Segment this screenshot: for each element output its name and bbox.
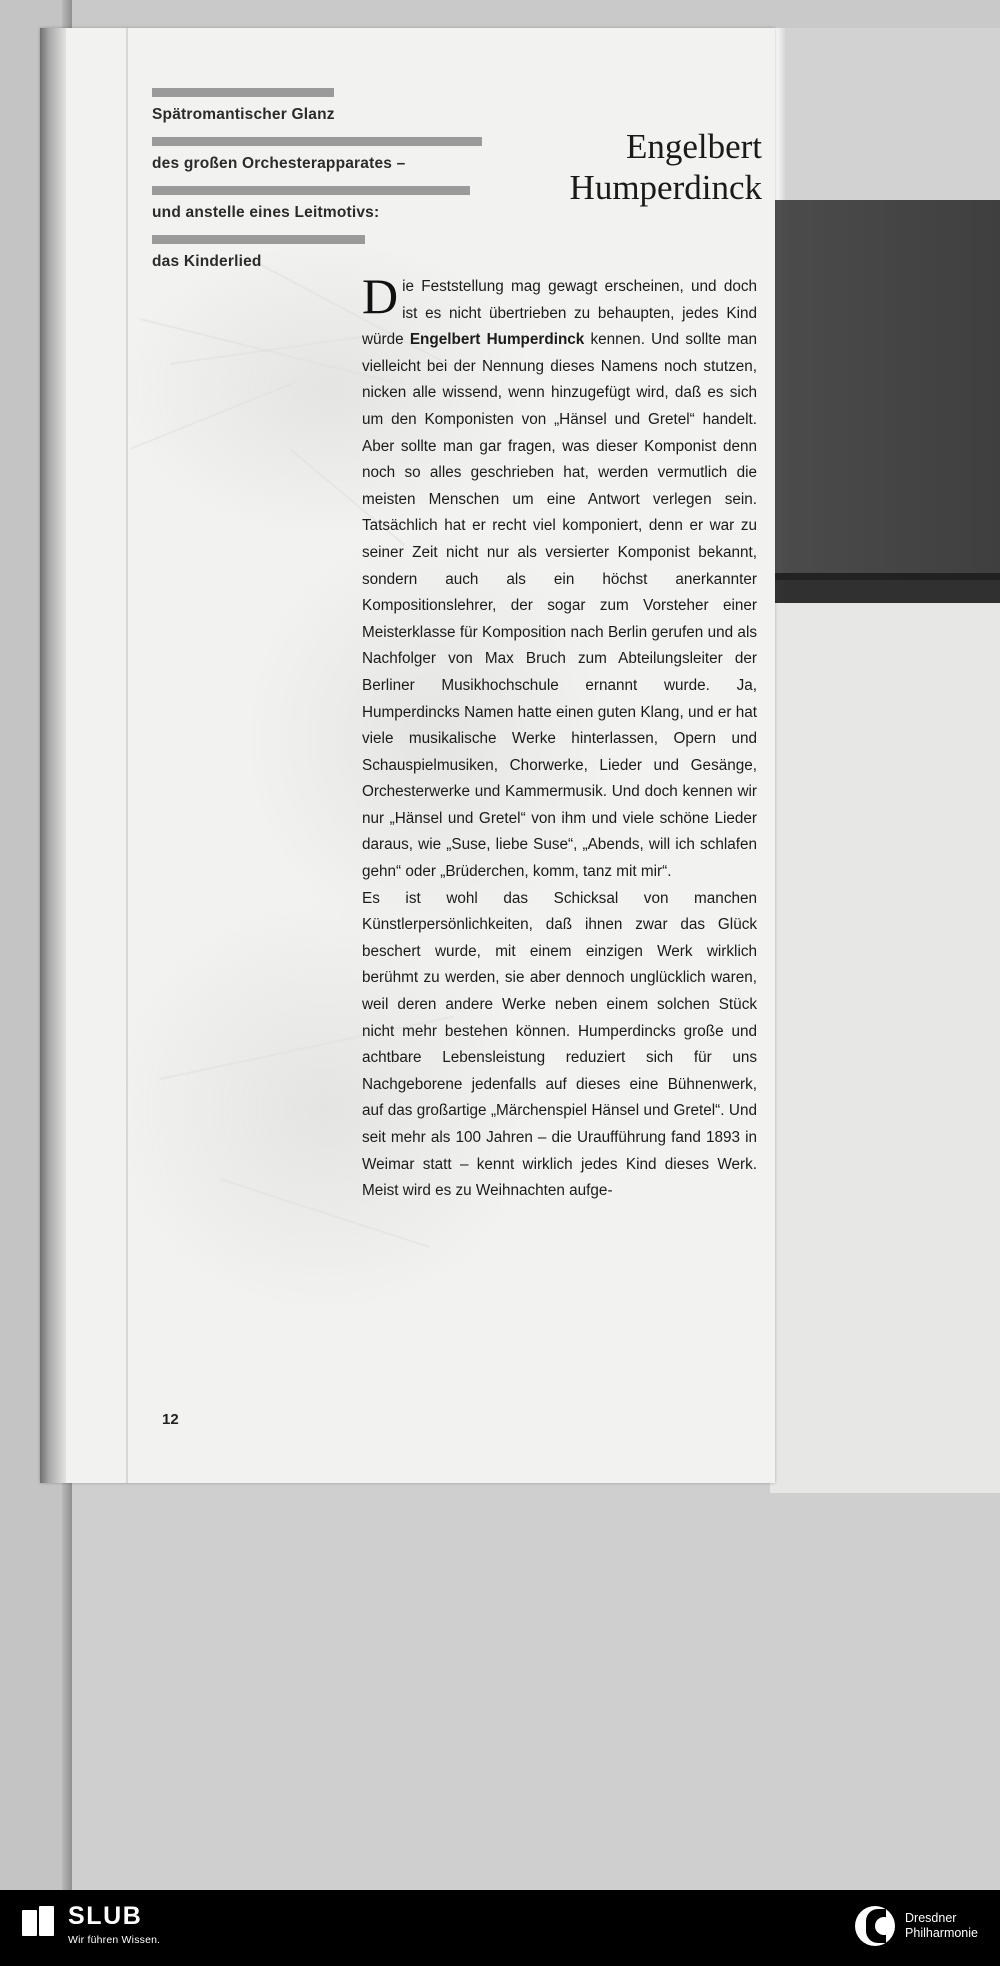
column-rule [126, 28, 128, 1483]
paragraph-1 [362, 268, 758, 886]
facing-page-dark-band [760, 200, 1000, 580]
page-folio-number: 12 [162, 1411, 179, 1428]
viewer-footer-bar [0, 1890, 1000, 1966]
composer-name-emphasis: Engelbert Humperdinck [409, 331, 585, 349]
kicker-line-4: das Kinderlied [152, 253, 262, 271]
paragraph-2: Es ist wohl das Schicksal von manchen Künstlerpersönlichkeiten, daß ihnen zwar das Glück beschert wurde, mit einem einzigen Werk wirklich berühmt zu werden, sie aber dennoch unglücklich waren, weil deren andere Werke neben einem solchen Stück nicht mehr bestehen können. Humperdincks große und achtbare Lebensleistung reduziert sich für uns Nachgeborene jedenfalls auf dieses eine Bühnenwerk, auf das großartige „Märchenspiel Hänsel und Gretel“. Und seit mehr als 100 Jahren – die Uraufführung fand 1893 in Weimar statt – kennt wirklich jedes Kind dieses Werk. Meist wird es zu Weihnachten aufge- [362, 889, 757, 1200]
drop-cap: D [362, 268, 399, 324]
paragraph-1-lead: ie Feststellung mag gewagt erscheinen, und doch ist es nicht übertrieben zu behaupten, jedes Kind würde [362, 278, 757, 349]
decorative-bar-1 [152, 88, 334, 97]
philharmonie-name-line-2: Philharmonie [905, 1926, 978, 1940]
kicker-line-2: des großen Orchesterapparates – [152, 155, 406, 173]
printed-page [40, 28, 775, 1483]
kicker-line-1: Spätromantischer Glanz [152, 106, 335, 123]
decorative-bar-3 [152, 186, 470, 195]
philharmonie-logo-icon [855, 1906, 895, 1946]
decorative-bar-4 [152, 235, 365, 244]
page-title [432, 126, 762, 209]
slub-tagline: Wir führen Wissen. [68, 1934, 161, 1946]
kicker-line-3: und anstelle eines Leitmotivs: [152, 204, 380, 222]
scan-top-margin [0, 0, 1000, 30]
philharmonie-name-line-1: Dresdner [905, 1911, 957, 1925]
page-title-line-2: Humperdinck [569, 168, 762, 208]
page-title-line-1: Engelbert [625, 127, 762, 166]
facing-page-light-band [770, 603, 1000, 1493]
book-icon [22, 1904, 58, 1940]
body-text-column [362, 268, 758, 1205]
paragraph-1-rest: kennen. Und sollte man vielleicht bei der Nennung dieses Namens noch stutzen, nicken alle wissend, wenn hinzugefügt wird, daß es sich um den Komponisten von „Hänsel und Gretel“ handelt. Aber sollte man gar fragen, was dieser Komponist denn noch so alles geschrieben hat, werden vermutlich die meisten Menschen um eine Antwort verlegen sein. Tatsächlich hat er recht viel komponiert, denn er war zu seiner Zeit nicht nur als versierter Komponist bekannt, sondern auch als ein höchst anerkannter Kompositionslehrer, der sogar zum Vorsteher einer Meisterklasse für Komposition nach Berlin gerufen und als Nachfolger von Max Bruch zum Abteilungsleiter der Berliner Musikhochschule ernannt wurde. Ja, Humperdincks Namen hatte einen guten Klang, und er hat viele musikalische Werke hinterlassen, Opern und Schauspielmusiken, Chorwerke, Lieder und Gesänge, Orchesterwerke und Kammermusik. Und doch kennen wir nur „Hänsel und Gretel“ von ihm und viele schöne Lieder daraus, wie „Suse, liebe Suse“, „Abends, will ich schlafen gehn“ oder „Brüderchen, komm, tanz mit mir“. [362, 331, 758, 881]
slub-branding[interactable] [22, 1902, 160, 1946]
facing-page-dark-band-lower [770, 573, 1000, 603]
dresdner-philharmonie-branding[interactable] [855, 1906, 978, 1946]
slub-name: SLUB [68, 1902, 143, 1930]
